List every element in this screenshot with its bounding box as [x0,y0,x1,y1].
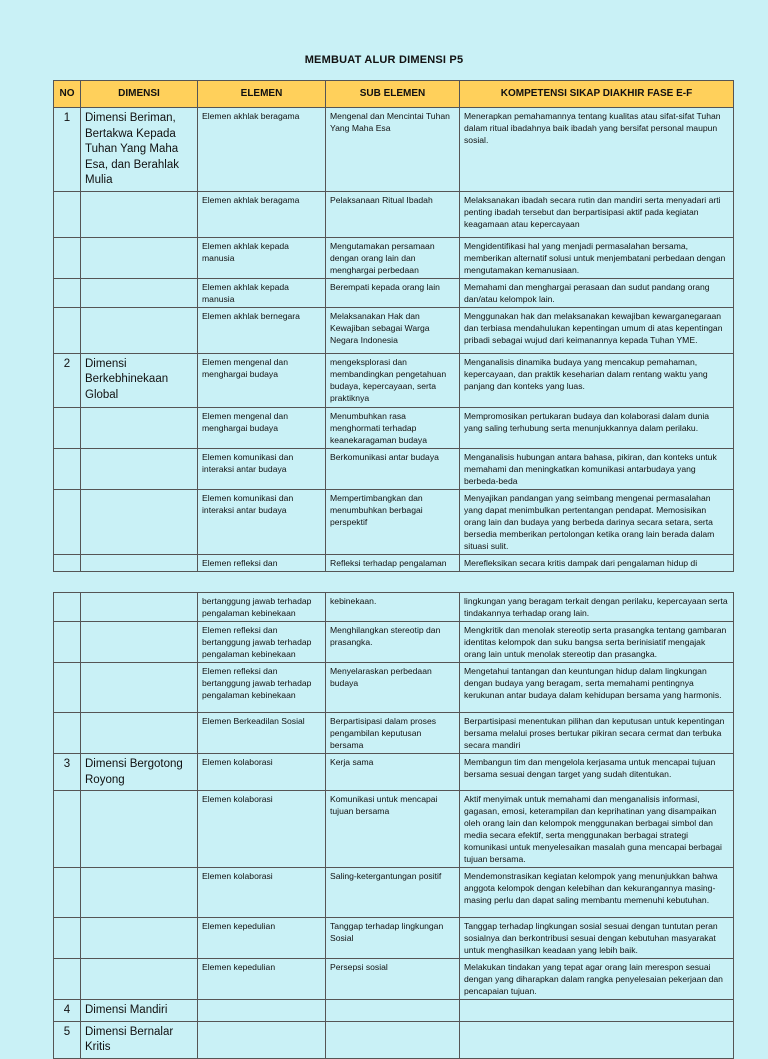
dimension-cell: Dimensi Berkebhinekaan Global [81,353,198,407]
page-title: MEMBUAT ALUR DIMENSI P5 [304,54,464,66]
dimension-cell: Dimensi Beriman, Bertakwa Kepada Tuhan Yang Maha Esa, dan Berahlak Mulia [81,108,198,192]
row-number [54,237,81,278]
competency-cell: lingkungan yang beragam terkait dengan perilaku, kepercayaan serta tindakannya terhadap orang lain. [460,593,734,622]
dimension-cell [81,237,198,278]
element-cell: Elemen akhlak beragama [198,191,326,237]
sub-element-cell: Persepsi sosial [326,959,460,1000]
table-row [54,237,734,278]
sub-element-cell: Berpartisipasi dalam proses pengambilan keputusan bersama [326,713,460,754]
row-number: 1 [54,108,81,192]
competency-cell: Melaksanakan ibadah secara rutin dan mandiri serta menyadari arti penting ibadah tersebut dan berpartisipasi aktif pada kegiatan keagamaan atau kepercayaan [460,191,734,237]
sub-element-cell: Kerja sama [326,754,460,791]
competency-cell: Melakukan tindakan yang tepat agar orang lain merespon sesuai dengan yang diharapkan dalam rangka penyelesaian pekerjaan dan pencapaian tujuan. [460,959,734,1000]
sub-element-cell: Menyelaraskan perbedaan budaya [326,663,460,713]
competency-cell: Menganalisis dinamika budaya yang mencakup pemahaman, kepercayaan, dan praktik keseharian dalam rentang waktu yang panjang dan konteks yang luas. [460,353,734,407]
element-cell: Elemen refleksi dan bertanggung jawab terhadap pengalaman kebinekaan [198,663,326,713]
competency-cell: Aktif menyimak untuk memahami dan menganalisis informasi, gagasan, emosi, keterampilan dan keprihatinan yang disampaikan oleh orang lain dan kelompok menggunakan berbagai simbol dan media secara efektif, serta menggunakan berbagai strategi komunikasi untuk menyelesaikan masalah guna mencapai berbagai tujuan bersama. [460,791,734,868]
dimension-cell [81,622,198,663]
sub-element-cell: Berempati kepada orang lain [326,278,460,307]
element-cell: Elemen kepedulian [198,959,326,1000]
element-cell: Elemen kolaborasi [198,868,326,918]
competency-cell: Merefleksikan secara kritis dampak dari pengalaman hidup di [460,554,734,571]
competency-cell: Mengkritik dan menolak stereotip serta prasangka tentang gambaran identitas kelompok dan suku bangsa serta berinisiatif mengajak orang lain untuk menolak stereotip dan prasangka. [460,622,734,663]
table-row [54,554,734,571]
competency-cell [460,1021,734,1058]
table-row [54,1021,734,1058]
row-number: 3 [54,754,81,791]
header-dimensi: DIMENSI [81,81,198,108]
row-number: 4 [54,1000,81,1022]
sub-element-cell: Saling-ketergantungan positif [326,868,460,918]
dimension-cell [81,407,198,448]
row-number [54,713,81,754]
header-sub-elemen: SUB ELEMEN [326,81,460,108]
element-cell [198,1021,326,1058]
row-number [54,554,81,571]
dimension-cell [81,868,198,918]
competency-cell: Menyajikan pandangan yang seimbang mengenai permasalahan yang dapat menimbulkan pertentangan pendapat. Memosisikan orang lain dan budaya yang berbeda darinya secara setara, serta bersedia memberikan pertolongan ketika orang lain berada dalam situasi sulit. [460,489,734,554]
dimension-cell [81,663,198,713]
competency-cell: Mendemonstrasikan kegiatan kelompok yang menunjukkan bahwa anggota kelompok dengan kelebihan dan kekurangannya masing-masing perlu dan dapat saling membantu memenuhi kebutuhan. [460,868,734,918]
table-row [54,754,734,791]
sub-element-cell: Tanggap terhadap lingkungan Sosial [326,918,460,959]
sub-element-cell: Berkomunikasi antar budaya [326,448,460,489]
element-cell: Elemen kolaborasi [198,791,326,868]
row-number [54,663,81,713]
competency-cell: Berpartisipasi menentukan pilihan dan keputusan untuk kepentingan bersama melalui proses bertukar pikiran secara cermat dan terbuka secara mandiri [460,713,734,754]
table-row [54,959,734,1000]
row-number [54,622,81,663]
element-cell: Elemen mengenal dan menghargai budaya [198,407,326,448]
competency-cell [460,1000,734,1022]
competency-cell: Mengetahui tantangan dan keuntungan hidup dalam lingkungan dengan budaya yang beragam, serta memahami pentingnya kerukunan antar budaya dalam kehidupan bersama yang harmonis. [460,663,734,713]
element-cell: Elemen kolaborasi [198,754,326,791]
table-row [54,307,734,353]
sub-element-cell: Menumbuhkan rasa menghormati terhadap keanekaragaman budaya [326,407,460,448]
dimension-cell [81,791,198,868]
row-number [54,278,81,307]
competency-cell: Membangun tim dan mengelola kerjasama untuk mencapai tujuan bersama sesuai dengan target yang sudah ditentukan. [460,754,734,791]
competency-cell: Mempromosikan pertukaran budaya dan kolaborasi dalam dunia yang saling terhubung serta menunjukkannya dalam perilaku. [460,407,734,448]
table-row [54,622,734,663]
dimension-cell: Dimensi Mandiri [81,1000,198,1022]
sub-element-cell [326,1021,460,1058]
table-row [54,353,734,407]
table-row [54,868,734,918]
competency-cell: Mengidentifikasi hal yang menjadi permasalahan bersama, memberikan alternatif solusi untuk menjembatani perbedaan dengan mengutamakan kemanusiaan. [460,237,734,278]
element-cell: Elemen komunikasi dan interaksi antar budaya [198,448,326,489]
row-number [54,791,81,868]
dimension-cell [81,593,198,622]
header-kompetensi: KOMPETENSI SIKAP DIAKHIR FASE E-F [460,81,734,108]
header-elemen: ELEMEN [198,81,326,108]
sub-element-cell: Menghilangkan stereotip dan prasangka. [326,622,460,663]
competency-cell: Menerapkan pemahamannya tentang kualitas atau sifat-sifat Tuhan dalam ritual ibadahnya baik ibadah yang bersifat personal maupun sosial. [460,108,734,192]
dimension-cell: Dimensi Bergotong Royong [81,754,198,791]
element-cell: Elemen akhlak bernegara [198,307,326,353]
dimension-cell [81,448,198,489]
element-cell: Elemen Berkeadilan Sosial [198,713,326,754]
table-row [54,918,734,959]
row-number [54,868,81,918]
sub-element-cell: Refleksi terhadap pengalaman [326,554,460,571]
table-row [54,1000,734,1022]
sub-element-cell: mengeksplorasi dan membandingkan pengetahuan budaya, kepercayaan, serta praktiknya [326,353,460,407]
sub-element-cell [326,1000,460,1022]
sub-element-cell: Mempertimbangkan dan menumbuhkan berbagai perspektif [326,489,460,554]
competency-cell: Tanggap terhadap lingkungan sosial sesuai dengan tuntutan peran sosialnya dan berkontribusi sesuai dengan kebutuhan masyarakat untuk menghasilkan keadaan yang lebih baik. [460,918,734,959]
sub-element-cell: Pelaksanaan Ritual Ibadah [326,191,460,237]
element-cell: Elemen akhlak kepada manusia [198,237,326,278]
row-number: 5 [54,1021,81,1058]
dimension-cell [81,191,198,237]
table-row [54,663,734,713]
table-row [54,448,734,489]
table-row [54,407,734,448]
dimension-cell [81,713,198,754]
row-number [54,593,81,622]
table-row [54,278,734,307]
table-row [54,713,734,754]
dimension-cell [81,959,198,1000]
element-cell [198,1000,326,1022]
element-cell: Elemen refleksi dan bertanggung jawab terhadap pengalaman kebinekaan [198,622,326,663]
element-cell: Elemen mengenal dan menghargai budaya [198,353,326,407]
row-number [54,191,81,237]
dimension-cell [81,489,198,554]
table-header-row [54,81,734,108]
element-cell: Elemen kepedulian [198,918,326,959]
row-number [54,307,81,353]
competency-cell: Menganalisis hubungan antara bahasa, pikiran, dan konteks untuk memahami dan meningkatkan komunikasi antarbudaya yang berbeda-beda [460,448,734,489]
sub-element-cell: Mengutamakan persamaan dengan orang lain dan menghargai perbedaan [326,237,460,278]
dimension-cell [81,307,198,353]
competency-cell: Memahami dan menghargai perasaan dan sudut pandang orang dan/atau kelompok lain. [460,278,734,307]
table-row [54,191,734,237]
row-number [54,489,81,554]
competency-cell: Menggunakan hak dan melaksanakan kewajiban kewarganegaraan dan terbiasa mendahulukan kepentingan umum di atas kepentingan pribadi sebagai wujud dari keimanannya kepada Tuhan YME. [460,307,734,353]
row-number [54,448,81,489]
dimension-cell [81,554,198,571]
row-number [54,407,81,448]
table-row [54,593,734,622]
element-cell: Elemen refleksi dan [198,554,326,571]
row-number [54,959,81,1000]
element-cell: Elemen komunikasi dan interaksi antar budaya [198,489,326,554]
row-number: 2 [54,353,81,407]
element-cell: Elemen akhlak beragama [198,108,326,192]
sub-element-cell: Komunikasi untuk mencapai tujuan bersama [326,791,460,868]
table-row [54,108,734,192]
element-cell: bertanggung jawab terhadap pengalaman kebinekaan [198,593,326,622]
sub-element-cell: kebinekaan. [326,593,460,622]
dimension-table-page-1 [53,80,734,572]
dimension-table-page-2 [53,592,734,1059]
table-row [54,791,734,868]
sub-element-cell: Melaksanakan Hak dan Kewajiban sebagai Warga Negara Indonesia [326,307,460,353]
dimension-cell [81,918,198,959]
sub-element-cell: Mengenal dan Mencintai Tuhan Yang Maha Esa [326,108,460,192]
dimension-cell [81,278,198,307]
table-row [54,489,734,554]
header-no: NO [54,81,81,108]
element-cell: Elemen akhlak kepada manusia [198,278,326,307]
row-number [54,918,81,959]
dimension-cell: Dimensi Bernalar Kritis [81,1021,198,1058]
